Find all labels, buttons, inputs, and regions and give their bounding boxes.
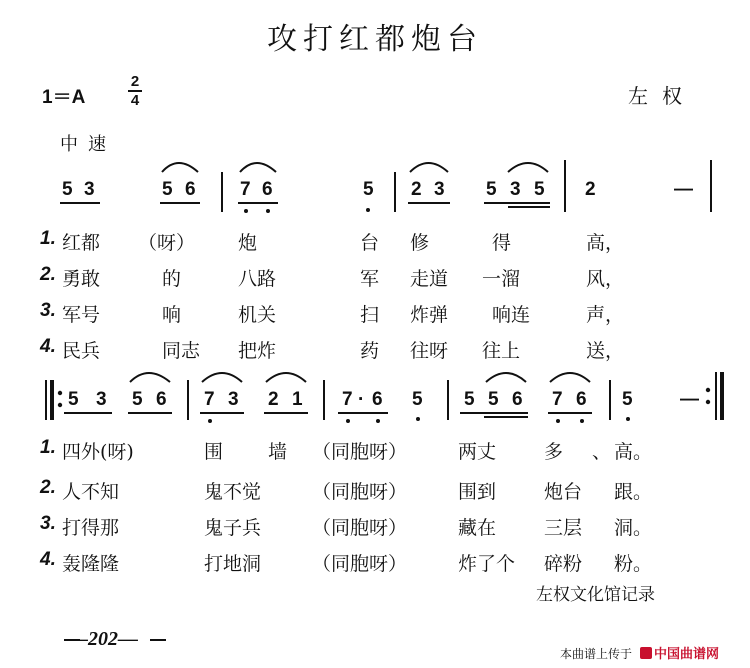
- page-number: —202—: [68, 628, 138, 650]
- note: 3: [434, 179, 445, 200]
- note: 6: [262, 179, 273, 200]
- lyric-cell: 红都: [62, 232, 101, 254]
- lyric-cell: 炮台: [544, 481, 583, 503]
- slur: [550, 373, 590, 382]
- transcription-credit: 左权文化馆记录: [536, 585, 655, 605]
- site-logo[interactable]: [640, 643, 719, 662]
- lyric-cell: （同胞呀）: [312, 517, 408, 539]
- lyric-cell: 往呀: [410, 340, 449, 362]
- lyric-cell: 鬼子兵: [204, 517, 262, 539]
- note: 5: [363, 179, 374, 200]
- dash: —: [680, 389, 699, 410]
- note: 5: [488, 389, 499, 410]
- note: 5: [68, 389, 79, 410]
- note: 3: [228, 389, 239, 410]
- verse-number: 2.: [40, 264, 56, 285]
- lyric-cell: 围: [204, 441, 224, 463]
- lyric-cell: 炸弹: [410, 304, 449, 326]
- note: 3: [510, 179, 521, 200]
- slur: [266, 373, 306, 382]
- verse-number: 4.: [40, 336, 56, 357]
- lyric-cell: 三层: [544, 517, 583, 539]
- lyric-cell: 、: [592, 441, 612, 463]
- octave-dot: [556, 419, 560, 423]
- song-title: 攻打红都炮台: [267, 22, 483, 57]
- lyric-cell: 四外(呀): [62, 441, 134, 463]
- lyric-cell: 跟。: [614, 481, 653, 503]
- note: 5: [464, 389, 475, 410]
- tempo-marking: 中速: [60, 134, 116, 155]
- octave-dot: [208, 419, 212, 423]
- note: 5: [534, 179, 545, 200]
- verse-number: 2.: [40, 477, 56, 498]
- lyric-cell: 民兵: [62, 340, 101, 362]
- score-marks: [46, 160, 722, 640]
- repeat-dot: [706, 388, 710, 392]
- lyric-cell: （呀）: [138, 232, 196, 254]
- octave-dot: [366, 208, 370, 212]
- note: 5: [62, 179, 73, 200]
- lyric-cell: 台: [360, 232, 380, 254]
- lyric-cell: 走道: [410, 268, 449, 290]
- dot: ·: [358, 389, 365, 410]
- key-signature: 1＝A: [42, 87, 86, 108]
- octave-dot: [626, 417, 630, 421]
- note: 2: [268, 389, 279, 410]
- lyric-cell: 八路: [238, 268, 277, 290]
- lyric-cell: 高。: [614, 441, 653, 463]
- lyric-cell: 药: [360, 340, 380, 362]
- lyric-cell: 鬼不觉: [204, 481, 262, 503]
- octave-dots: [58, 208, 710, 423]
- lyric-cell: 打地洞: [204, 553, 262, 575]
- lyric-cell: 响连: [492, 304, 531, 326]
- lyric-cell: （同胞呀）: [312, 481, 408, 503]
- time-signature-top: 2: [130, 73, 140, 90]
- verse-number: 3.: [40, 513, 56, 534]
- lyric-cell: 洞。: [614, 517, 653, 539]
- note: 6: [156, 389, 167, 410]
- note: 5: [162, 179, 173, 200]
- verse-number: 1.: [40, 437, 56, 458]
- note: 3: [96, 389, 107, 410]
- note: 7: [240, 179, 251, 200]
- octave-dot: [266, 209, 270, 213]
- lyric-cell: 高，: [586, 232, 625, 254]
- note: 7: [342, 389, 353, 410]
- lyric-cell: 围到: [458, 481, 497, 503]
- lyric-cell: （同胞呀）: [312, 441, 408, 463]
- lyric-cell: 两丈: [458, 441, 497, 463]
- note: 6: [185, 179, 196, 200]
- lyric-cell: 响: [162, 304, 182, 326]
- dash: —: [674, 179, 693, 200]
- note: 2: [585, 179, 596, 200]
- verse-number: 1.: [40, 228, 56, 249]
- upload-note: 本曲谱上传于: [560, 647, 633, 661]
- octave-dot: [580, 419, 584, 423]
- repeat-dot: [58, 403, 62, 407]
- lyric-cell: 墙: [268, 441, 288, 463]
- lyric-cell: 轰隆隆: [62, 553, 120, 575]
- slur: [508, 163, 548, 172]
- lyric-cell: 粉。: [614, 553, 653, 575]
- note: 5: [486, 179, 497, 200]
- slur: [162, 163, 198, 172]
- note: 6: [372, 389, 383, 410]
- note: 5: [622, 389, 633, 410]
- lyric-cell: 多: [544, 441, 564, 463]
- song-region: 左权: [628, 84, 696, 108]
- lyric-cell: 把炸: [238, 340, 277, 362]
- note: 7: [204, 389, 215, 410]
- lyric-cell: 一溜: [482, 268, 521, 290]
- note: 3: [84, 179, 95, 200]
- lyric-cell: 打得那: [62, 517, 120, 539]
- time-signature-bottom: 4: [130, 92, 140, 109]
- octave-dot: [346, 419, 350, 423]
- lyric-cell: 修: [410, 232, 430, 254]
- lyric-cell: 扫: [360, 304, 380, 326]
- lyric-cell: 同志: [162, 340, 201, 362]
- slur: [240, 163, 276, 172]
- lyric-cell: 碎粉: [544, 553, 583, 575]
- note: 5: [132, 389, 143, 410]
- lyric-cell: 勇敢: [62, 268, 101, 290]
- slur: [202, 373, 242, 382]
- lyric-cell: 人不知: [62, 481, 120, 503]
- verse-number: 3.: [40, 300, 56, 321]
- repeat-dot: [58, 391, 62, 395]
- lyric-cell: 军: [360, 268, 380, 290]
- lyric-cell: 风，: [586, 268, 625, 290]
- slur: [410, 163, 448, 172]
- repeat-dot: [706, 400, 710, 404]
- site-logo-text: 中国曲谱网: [654, 646, 720, 661]
- note: 2: [411, 179, 422, 200]
- note: 6: [576, 389, 587, 410]
- lyric-cell: 得: [492, 232, 512, 254]
- lyric-cell: 往上: [482, 340, 521, 362]
- lyric-cell: 送，: [586, 340, 625, 362]
- lyric-cell: 炮: [238, 232, 258, 254]
- lyric-cell: 机关: [238, 304, 277, 326]
- slur: [130, 373, 170, 382]
- lyric-cell: 军号: [62, 304, 101, 326]
- note: 6: [512, 389, 523, 410]
- slur: [486, 373, 526, 382]
- note: 7: [552, 389, 563, 410]
- octave-dot: [376, 419, 380, 423]
- logo-mark-icon: [640, 647, 652, 659]
- lyric-cell: 的: [162, 268, 182, 290]
- lyric-cell: （同胞呀）: [312, 553, 408, 575]
- note: 5: [412, 389, 423, 410]
- octave-dot: [416, 417, 420, 421]
- lyric-cell: 炸了个: [458, 553, 516, 575]
- octave-dot: [244, 209, 248, 213]
- note: 1: [292, 389, 303, 410]
- verse-number: 4.: [40, 549, 56, 570]
- lyric-cell: 藏在: [458, 517, 497, 539]
- lyric-cell: 声，: [586, 304, 625, 326]
